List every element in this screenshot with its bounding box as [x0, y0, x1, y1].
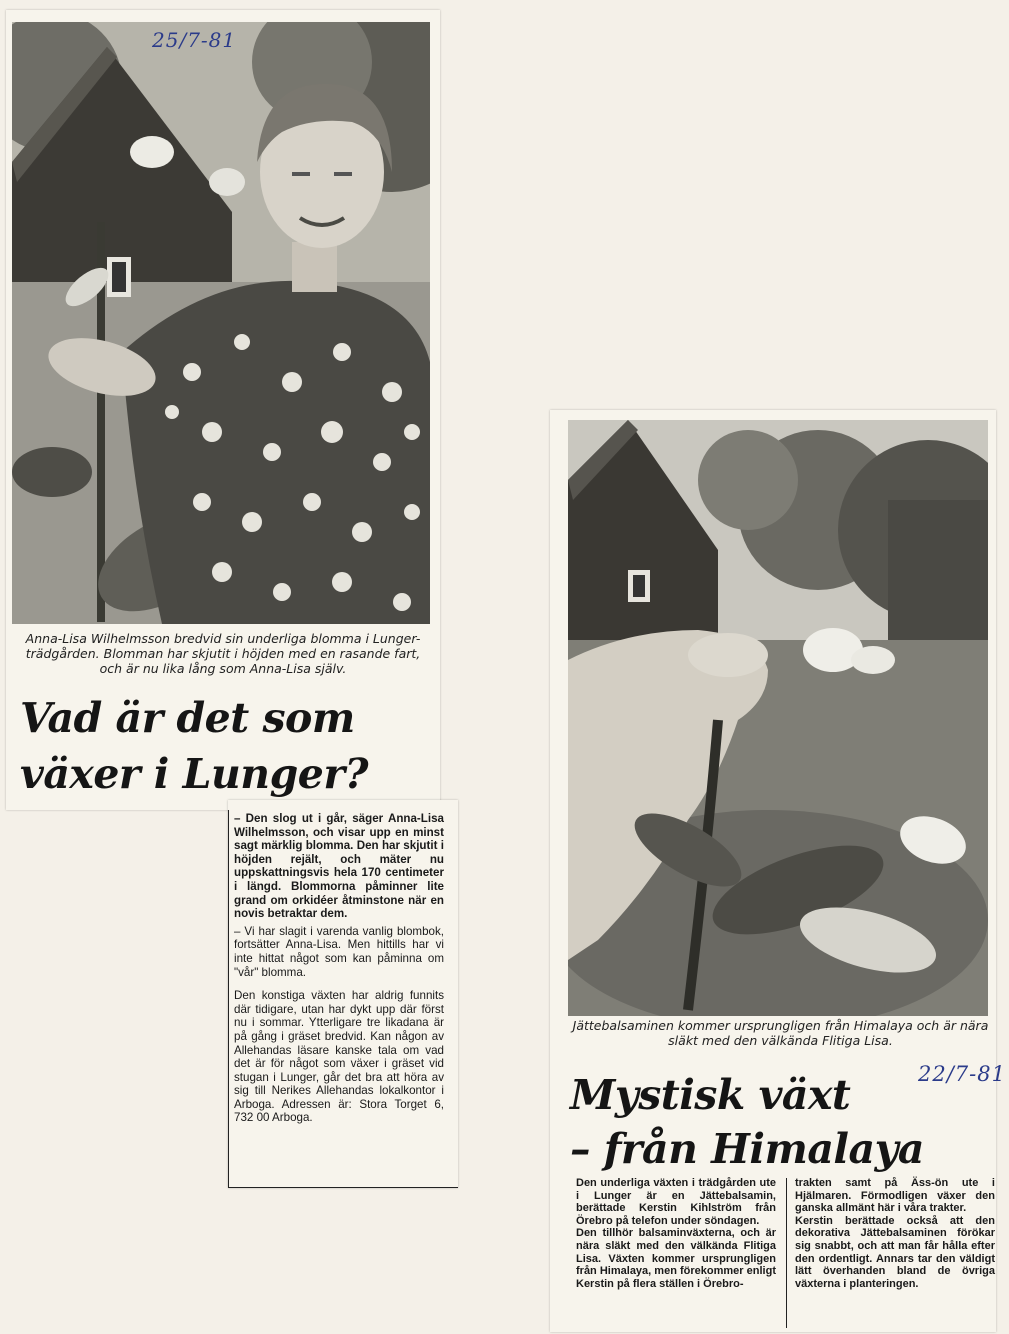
column-rule-bottom [228, 1187, 458, 1188]
headline-1 [20, 690, 440, 802]
handwritten-date-1: 25/7-81 [152, 28, 237, 52]
article-body-2-col-2 [795, 1177, 995, 1290]
photo-hand-with-flower [568, 420, 988, 1016]
paragraph: – Vi har slagit i varenda vanlig blombok, fortsätter Anna-Lisa. Men hittills har vi inte hittat något som kan påminna om "vår" blomma. [234, 924, 444, 979]
paragraph: trakten samt på Äss-ön ute i Hjälmaren. Förmodligen växer den ganska allmänt här i våra trakter. [795, 1177, 995, 1215]
headline-2 [570, 1068, 1000, 1176]
paragraph: Kerstin berättade också att den dekorativa Jättebalsaminen förökar sig snabbt, och att man får hålla efter den ordentligt. Annars tar den väldigt lätt överhanden bland de övriga växterna i planteringen. [795, 1214, 995, 1290]
headline-1-line-1: Vad är det som [20, 694, 355, 742]
column-rule-left [228, 810, 229, 1188]
article-body-1 [234, 812, 444, 1129]
photo-caption-2: Jättebalsaminen kommer ursprungligen från Himalaya och är nära släkt med den välkända Flitiga Lisa. [572, 1018, 989, 1048]
headline-2-line-1: Mystisk växt [570, 1071, 851, 1119]
photo-caption-1: Anna-Lisa Wilhelmsson bredvid sin underliga blomma i Lunger-trädgården. Blomman har skjutit i höjden med en rasande fart, och är nu lika lång som Anna-Lisa själv. [25, 631, 421, 676]
paragraph: – Den slog ut i går, säger Anna-Lisa Wilhelmsson, och visar upp en minst sagt märklig blomma. Den har skjutit i höjden rejält, och mäter nu uppskattningsvis hela 170 centimeter i längd. Blommorna påminner lite grand om orkidéer åtminstone när en novis betraktar dem. [234, 812, 444, 921]
paragraph: Den underliga växten i trädgården ute i Lunger är en Jättebalsamin, berättade Kerstin Kihlström från Örebro på telefon under söndagen. [576, 1177, 776, 1227]
handwritten-date-2: 22/7-81 [918, 1062, 1006, 1086]
column-divider [786, 1178, 787, 1328]
paragraph: Den konstiga växten har aldrig funnits där tidigare, utan har dykt upp där först nu i sommar. Ytterligare tre likadana är på gång i gräset bredvid. Kan någon av Allehandas läsare kanske tala om vad det är för något som växer i gräset vid stugan i Lunger, går det bra att höra av sig till Nerikes Allehandas lokalkontor i Arboga. Adressen är: Stora Torget 6, 732 00 Arboga. [234, 989, 444, 1125]
headline-2-line-2: – från Himalaya [570, 1125, 924, 1173]
paragraph: Den tillhör balsaminväxterna, och är nära släkt med den välkända Flitiga Lisa. Växten kommer ursprungligen från Himalaya, men förekommer enligt Kerstin på flera ställen i Örebro- [576, 1227, 776, 1290]
photo-woman-with-flower [12, 22, 430, 624]
headline-1-line-2: växer i Lunger? [20, 750, 368, 798]
article-body-2-col-1 [576, 1177, 776, 1290]
